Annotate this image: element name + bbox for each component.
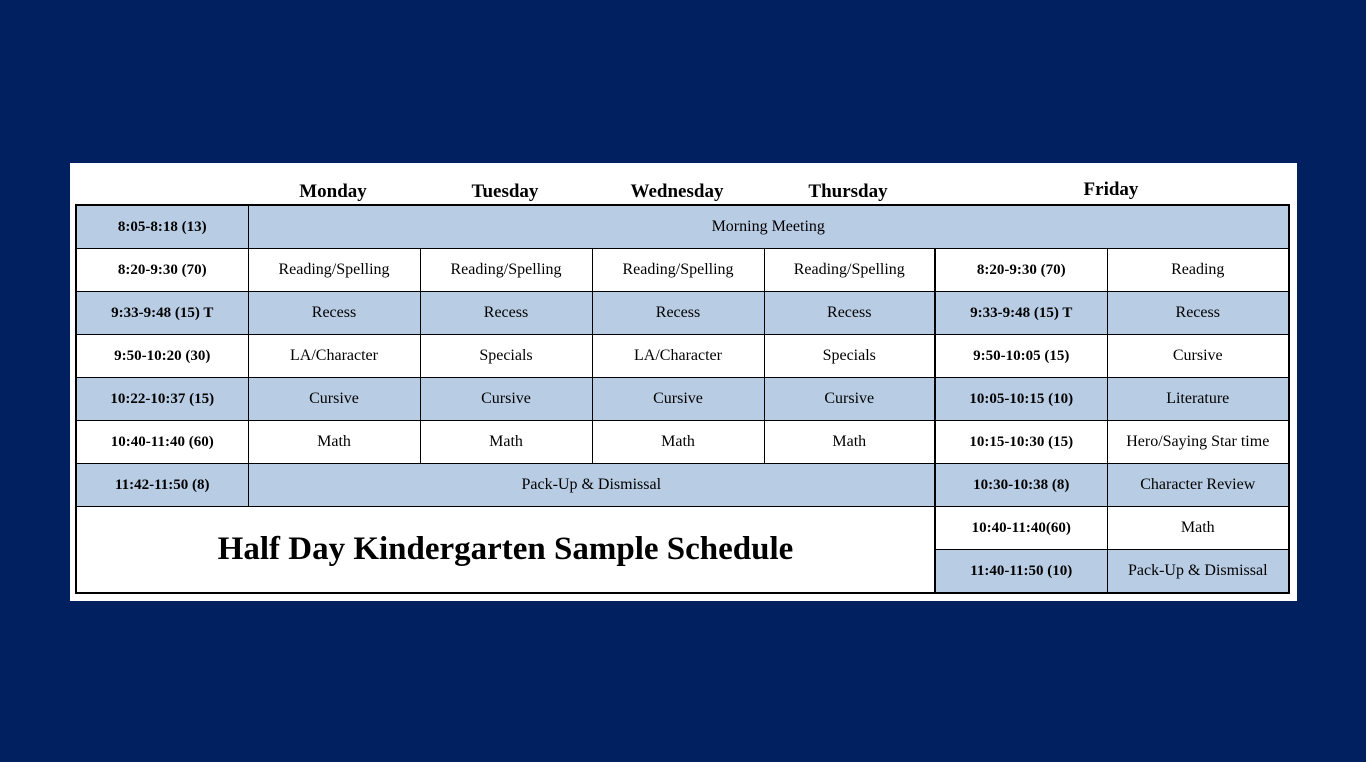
- activity-cell-friday: Reading: [1107, 249, 1289, 292]
- friday-time-cell: 10:40-11:40(60): [935, 507, 1107, 550]
- activity-cell-wednesday: LA/Character: [592, 335, 764, 378]
- friday-time-cell: 10:30-10:38 (8): [935, 464, 1107, 507]
- table-row: [76, 205, 1289, 249]
- activity-cell-thursday: Specials: [764, 335, 935, 378]
- activity-cell-monday: Recess: [248, 292, 420, 335]
- schedule-title: Half Day Kindergarten Sample Schedule: [76, 507, 935, 594]
- schedule-sheet: [70, 163, 1297, 601]
- table-row: [76, 249, 1289, 292]
- activity-cell-friday: Pack-Up & Dismissal: [1107, 550, 1289, 594]
- header-wednesday: Wednesday: [630, 181, 724, 202]
- activity-cell-thursday: Cursive: [764, 378, 935, 421]
- time-cell: 8:05-8:18 (13): [76, 205, 248, 249]
- table-row: [76, 464, 1289, 507]
- time-cell: 9:33-9:48 (15) T: [76, 292, 248, 335]
- header-friday: Friday: [1083, 179, 1139, 200]
- friday-time-cell: 9:33-9:48 (15) T: [935, 292, 1107, 335]
- time-cell: 10:40-11:40 (60): [76, 421, 248, 464]
- friday-time-cell: 11:40-11:50 (10): [935, 550, 1107, 594]
- header-tuesday: Tuesday: [471, 181, 539, 202]
- activity-cell-tuesday: Math: [420, 421, 592, 464]
- table-row: [76, 507, 1289, 550]
- header-thursday: Thursday: [808, 181, 888, 202]
- table-row: [76, 421, 1289, 464]
- time-cell: 11:42-11:50 (8): [76, 464, 248, 507]
- table-row: [76, 335, 1289, 378]
- dismissal-cell: Pack-Up & Dismissal: [248, 464, 935, 507]
- activity-cell-friday: Character Review: [1107, 464, 1289, 507]
- friday-time-cell: 10:15-10:30 (15): [935, 421, 1107, 464]
- activity-cell-tuesday: Cursive: [420, 378, 592, 421]
- time-cell: 8:20-9:30 (70): [76, 249, 248, 292]
- activity-cell-monday: Math: [248, 421, 420, 464]
- activity-cell-wednesday: Cursive: [592, 378, 764, 421]
- activity-cell-tuesday: Recess: [420, 292, 592, 335]
- activity-cell-friday: Hero/Saying Star time: [1107, 421, 1289, 464]
- table-row: [76, 292, 1289, 335]
- activity-cell-monday: Reading/Spelling: [248, 249, 420, 292]
- activity-cell-thursday: Recess: [764, 292, 935, 335]
- activity-cell-monday: Cursive: [248, 378, 420, 421]
- activity-cell-friday: Literature: [1107, 378, 1289, 421]
- friday-time-cell: 8:20-9:30 (70): [935, 249, 1107, 292]
- activity-cell-monday: LA/Character: [248, 335, 420, 378]
- friday-time-cell: 10:05-10:15 (10): [935, 378, 1107, 421]
- activity-cell-friday: Cursive: [1107, 335, 1289, 378]
- activity-cell-wednesday: Recess: [592, 292, 764, 335]
- friday-time-cell: 9:50-10:05 (15): [935, 335, 1107, 378]
- header-monday: Monday: [299, 181, 367, 202]
- schedule-table: [75, 204, 1290, 594]
- activity-cell-tuesday: Specials: [420, 335, 592, 378]
- activity-cell-friday: Recess: [1107, 292, 1289, 335]
- activity-cell-wednesday: Math: [592, 421, 764, 464]
- time-cell: 10:22-10:37 (15): [76, 378, 248, 421]
- activity-cell-friday: Math: [1107, 507, 1289, 550]
- activity-cell-tuesday: Reading/Spelling: [420, 249, 592, 292]
- time-cell: 9:50-10:20 (30): [76, 335, 248, 378]
- activity-cell-wednesday: Reading/Spelling: [592, 249, 764, 292]
- activity-cell-thursday: Math: [764, 421, 935, 464]
- morning-meeting-cell: Morning Meeting: [248, 205, 1289, 249]
- table-row: [76, 378, 1289, 421]
- activity-cell-thursday: Reading/Spelling: [764, 249, 935, 292]
